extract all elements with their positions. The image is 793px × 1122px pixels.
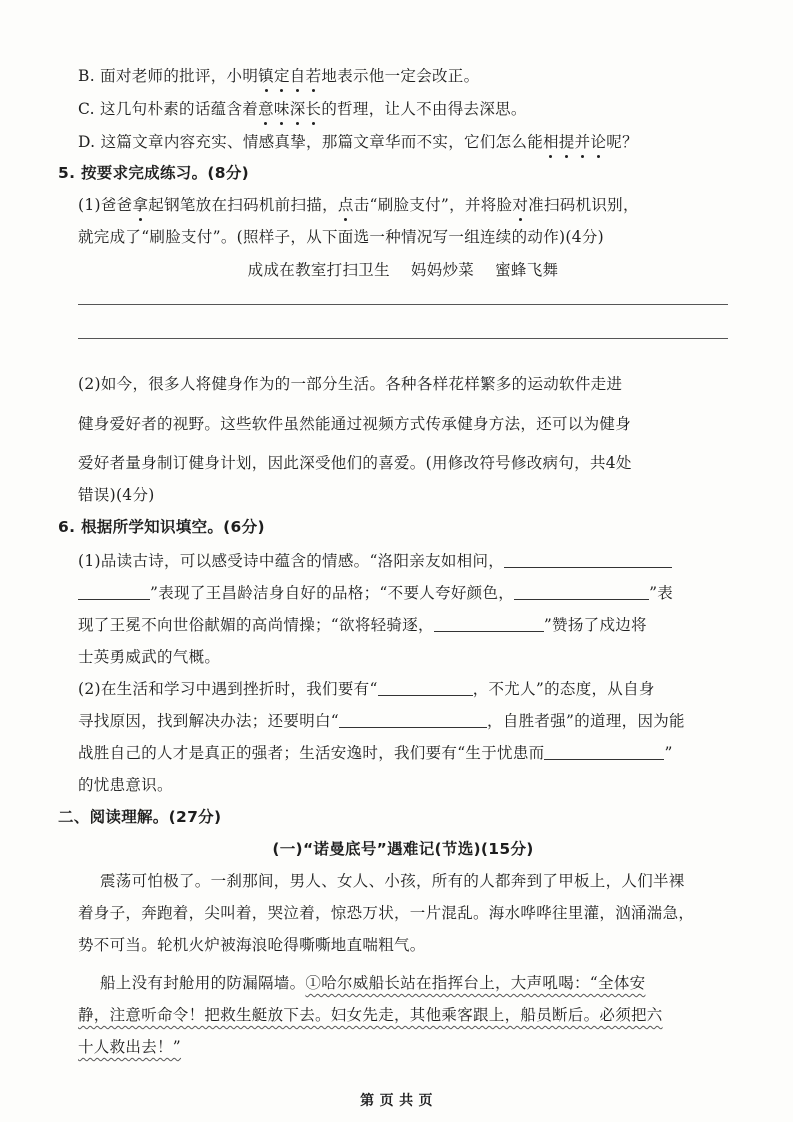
passage-para2-line2: 静，注意听命令！把救生艇放下去。妇女先走，其他乘客跟上，船员断后。必须把六	[78, 1006, 663, 1024]
passage-para2-line3: 十人救出去！”	[78, 1038, 182, 1056]
q6-p2-line1: (2)在生活和学习中遇到挫折时，我们要有“ ，不尤人”的态度，从自身	[78, 680, 655, 698]
q4-option-d: D. 这篇文章内容充实、情感真挚，那篇文章华而不实，它们怎么能相提并论呢？	[78, 133, 638, 151]
blank-1b[interactable]	[78, 583, 150, 600]
passage-para1-line3: 势不可当。轮机火炉被海浪呛得嘶嘶地直喘粗气。	[78, 936, 426, 954]
q6-p1-line3: 现了王冕不向世俗献媚的高尚情操；“欲将轻骑逐， ”赞扬了戍边将	[78, 616, 647, 634]
passage-para1-line1: 震荡可怕极了。一刹那间，男人、女人、小孩，所有的人都奔到了甲板上，人们半裸	[100, 872, 685, 890]
blank-6[interactable]	[544, 743, 664, 760]
answer-line-2[interactable]	[78, 338, 728, 339]
q4-c-dotted: 意味深长	[258, 100, 322, 118]
answer-line-1[interactable]	[78, 304, 728, 305]
section2-title: 二、阅读理解。(27分)	[58, 808, 222, 826]
q4-d-dotted: 相提并论	[543, 133, 607, 151]
q6-p1-line1: (1)品读古诗，可以感受诗中蕴含的情感。“洛阳亲友如相问，	[78, 550, 672, 572]
blank-2[interactable]	[514, 583, 649, 600]
q5-p1-options: 成成在教室打扫卫生 妈妈炒菜 蜜蜂飞舞	[247, 261, 559, 279]
q5-p1-line1: (1)爸爸拿起钢笔放在扫码机前扫描，点击“刷脸支付”，并将脸对准扫码机识别，	[78, 196, 639, 214]
q6-p2-line2: 寻找原因，找到解决办法；还要明白“ ，自胜者强”的道理，因为能	[78, 712, 685, 730]
q5-title: 5. 按要求完成练习。(8分)	[58, 164, 250, 182]
q5-p2-line1: (2)如今，很多人将健身作为的一部分生活。各种各样花样繁多的运动软件走进	[78, 375, 623, 393]
q4-option-b: B. 面对老师的批评，小明镇定自若地表示他一定会改正。	[78, 67, 480, 85]
passage-title: (一)“诺曼底号”遇难记(节选)(15分)	[272, 840, 534, 858]
q6-title: 6. 根据所学知识填空。(6分)	[58, 518, 265, 536]
page-footer: 第 页 共 页	[360, 1093, 433, 1109]
q5-p2-line2: 健身爱好者的视野。这些软件虽然能通过视频方式传承健身方法，还可以为健身	[78, 415, 632, 433]
q5-p2-line4: 错误)(4分)	[78, 486, 155, 504]
q4-option-c: C. 这几句朴素的话蕴含着意味深长的哲理，让人不由得去深思。	[78, 100, 527, 118]
blank-5[interactable]	[339, 711, 487, 728]
passage-para2-line1: 船上没有封舱用的防漏隔墙。①哈尔威船长站在指挥台上，大声吼喝：“全体安	[100, 974, 646, 992]
q5-p1-line2: 就完成了“刷脸支付”。(照样子，从下面选一种情况写一组连续的动作)(4分)	[78, 228, 604, 246]
passage-para1-line2: 着身子，奔跑着，尖叫着，哭泣着，惊恐万状，一片混乱。海水哗哗往里灌，汹涌湍急，	[78, 904, 695, 922]
q5-p2-line3: 爱好者量身制订健身计划，因此深受他们的喜爱。(用修改符号修改病句，共4处	[78, 454, 632, 472]
q6-p2-line4: 的忧患意识。	[78, 776, 173, 794]
q6-p1-line2: ”表现了王昌龄洁身自好的品格；“不要人夸好颜色， ”表	[78, 582, 673, 604]
blank-1a[interactable]	[504, 551, 672, 568]
blank-4[interactable]	[378, 679, 473, 696]
q6-p1-line4: 士英勇威武的气概。	[78, 648, 221, 666]
q4-b-dotted: 镇定自若	[258, 67, 322, 85]
q6-p2-line3: 战胜自己的人才是真正的强者；生活安逸时，我们要有“生于忧患而 ”	[78, 744, 673, 762]
blank-3[interactable]	[434, 615, 544, 632]
